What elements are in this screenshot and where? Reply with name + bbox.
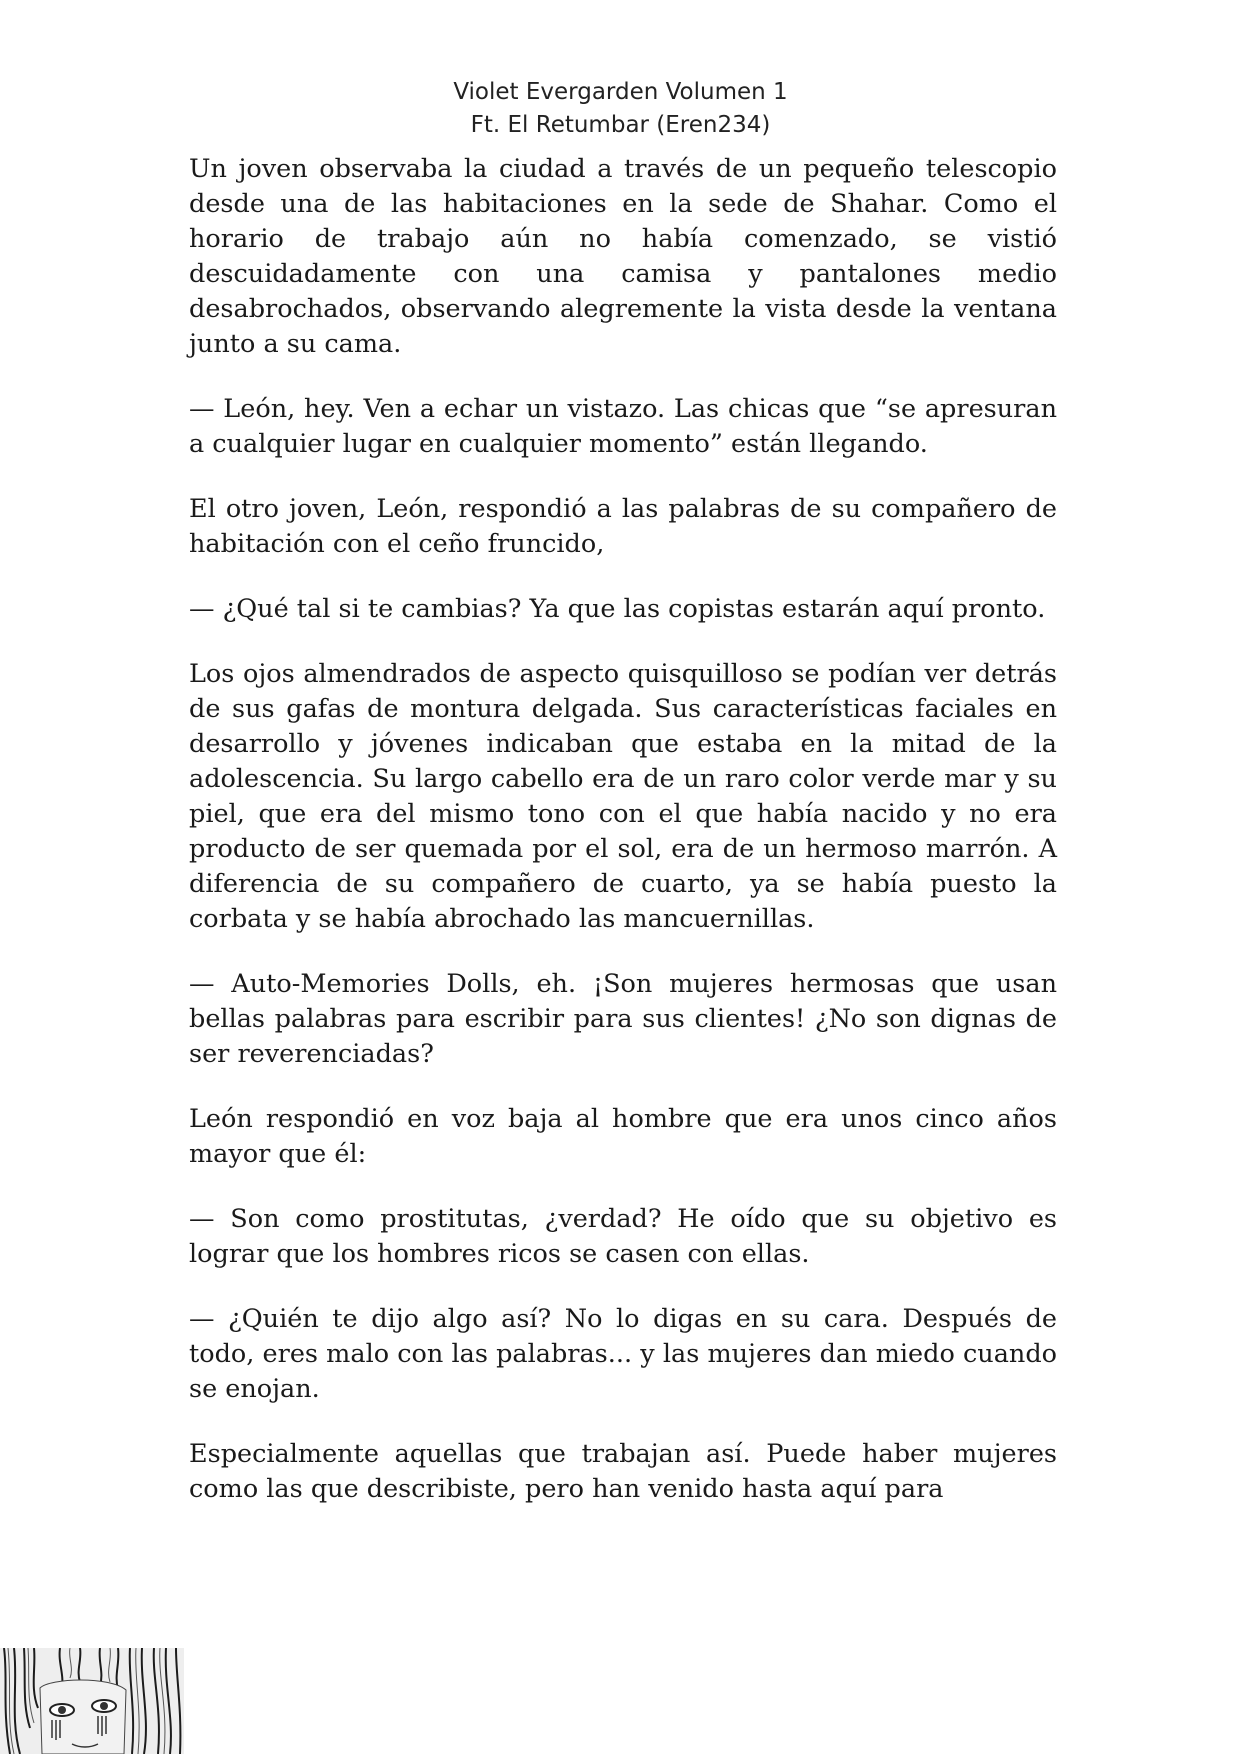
paragraph-9: — ¿Quién te dijo algo así? No lo digas en su cara. Después de todo, eres malo con las palabras... y las mujeres dan miedo cuando se enojan. [189,1304,1057,1404]
paragraph-4: — ¿Qué tal si te cambias? Ya que las copistas estarán aquí pronto. [189,594,1046,624]
header-credit: Ft. El Retumbar (Eren234) [470,112,771,138]
paragraph-10: Especialmente aquellas que trabajan así. Puede haber mujeres como las que describiste, pero han venido hasta aquí para [189,1439,1057,1504]
header-title: Violet Evergarden Volumen 1 [453,79,788,105]
paragraph-1: Un joven observaba la ciudad a través de un pequeño telescopio desde una de las habitaciones en la sede de Shahar. Como el horario de trabajo aún no había comenzado, se vistió descuidadamente con una camisa y pantalones medio desabrochados, observando alegremente la vista desde la ventana junto a su cama. [189,154,1057,359]
paragraph-7: León respondió en voz baja al hombre que era unos cinco años mayor que él: [189,1104,1057,1169]
paragraph-8: — Son como prostitutas, ¿verdad? He oído que su objetivo es lograr que los hombres ricos se casen con ellas. [189,1204,1057,1269]
document-body [189,152,1057,1537]
manga-character-face-icon [0,1648,184,1754]
paragraph-5: Los ojos almendrados de aspecto quisquilloso se podían ver detrás de sus gafas de montura delgada. Sus características faciales en desarrollo y jóvenes indicaban que estaba en la mitad de la adolescencia. Su largo cabello era de un raro color verde mar y su piel, que era del mismo tono con el que había nacido y no era producto de ser quemada por el sol, era de un hermoso marrón. A diferencia de su compañero de cuarto, ya se había puesto la corbata y se había abrochado las mancuernillas. [189,659,1057,934]
paragraph-6: — Auto-Memories Dolls, eh. ¡Son mujeres hermosas que usan bellas palabras para escribir para sus clientes! ¿No son dignas de ser reverenciadas? [189,969,1057,1069]
paragraph-2: — León, hey. Ven a echar un vistazo. Las chicas que “se apresuran a cualquier lugar en cualquier momento” están llegando. [189,394,1057,459]
page-header [0,76,1241,142]
paragraph-3: El otro joven, León, respondió a las palabras de su compañero de habitación con el ceño fruncido, [189,494,1057,559]
